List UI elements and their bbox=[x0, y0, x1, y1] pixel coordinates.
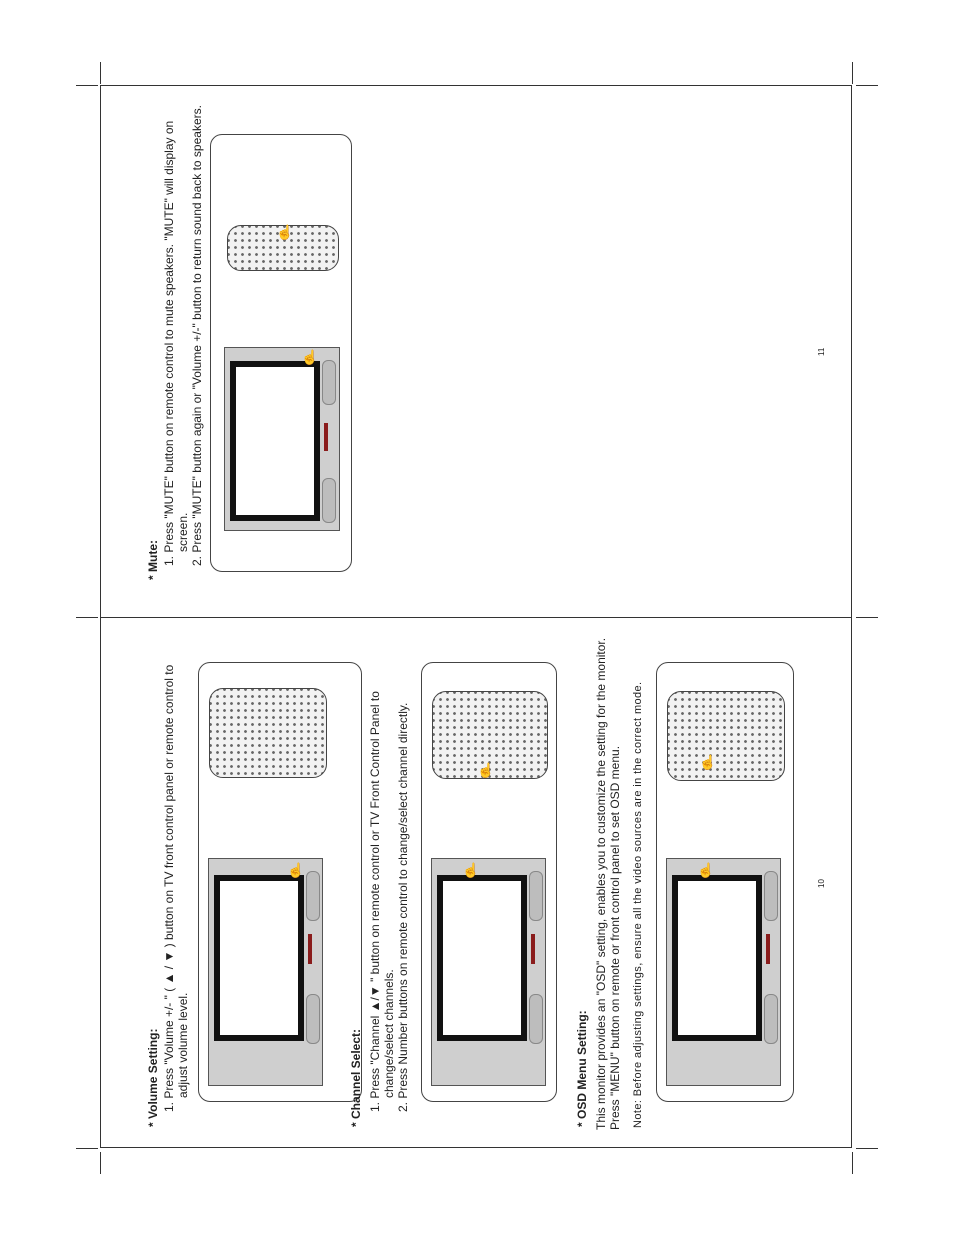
mute-title: * Mute: bbox=[146, 540, 160, 580]
channel-line-2: change/select channels. bbox=[382, 969, 396, 1098]
crop-mark bbox=[76, 85, 98, 86]
crop-mark bbox=[856, 1148, 878, 1149]
volume-title: * Volume Setting: bbox=[146, 1028, 160, 1127]
osd-note: Note: Before adjusting settings, ensure all the video sources are in the correct mode. bbox=[632, 681, 644, 1128]
crop-mark bbox=[852, 1152, 853, 1174]
crop-mark bbox=[856, 617, 878, 618]
channel-illustration bbox=[421, 662, 557, 1102]
pointing-hand-icon: ☝ bbox=[301, 349, 319, 365]
tv-monitor-icon bbox=[224, 347, 340, 531]
page-divider bbox=[100, 617, 852, 618]
osd-line-1: This monitor provides an "OSD" setting, enables you to customize the setting for the monitor. bbox=[594, 637, 608, 1130]
page-number-right: 11 bbox=[817, 347, 826, 356]
osd-title: * OSD Menu Setting: bbox=[575, 1010, 589, 1127]
pointing-hand-icon: ☝ bbox=[287, 862, 305, 878]
mute-line-2: screen. bbox=[176, 512, 190, 552]
mute-line-1: 1. Press "MUTE" button on remote control to mute speakers. "MUTE" will display on bbox=[162, 120, 176, 566]
crop-mark bbox=[856, 85, 878, 86]
crop-mark bbox=[100, 62, 101, 84]
mute-line-3: 2. Press "MUTE" button again or "Volume +/-" button to return sound back to speakers. bbox=[190, 105, 204, 566]
pointing-hand-icon: ☝ bbox=[462, 862, 480, 878]
volume-line-2: adjust volume level. bbox=[176, 992, 190, 1098]
volume-line-1: 1. Press "Volume +/- " ( ▲ / ▼ ) button on TV front control panel or remote control to bbox=[162, 664, 176, 1112]
volume-illustration bbox=[198, 662, 362, 1102]
pointing-hand-icon: ☝ bbox=[697, 862, 715, 878]
channel-title: * Channel Select: bbox=[349, 1028, 363, 1127]
crop-mark bbox=[852, 62, 853, 84]
crop-mark bbox=[76, 617, 98, 618]
osd-illustration bbox=[656, 662, 794, 1102]
pointing-hand-icon: ☝ bbox=[699, 754, 717, 770]
pointing-hand-icon: ☝ bbox=[477, 762, 495, 778]
tv-monitor-icon bbox=[431, 858, 546, 1086]
mute-illustration bbox=[210, 134, 352, 572]
crop-mark bbox=[100, 1152, 101, 1174]
channel-line-1: 1. Press "Channel ▲/▼ " button on remote control or TV Front Control Panel to bbox=[368, 691, 382, 1112]
remote-control-icon bbox=[209, 688, 327, 778]
osd-line-2: Press "MENU" button on remote or front control panel to set OSD menu. bbox=[608, 745, 622, 1130]
page-number-left: 10 bbox=[817, 879, 826, 888]
remote-control-icon bbox=[667, 691, 785, 781]
tv-monitor-icon bbox=[208, 858, 323, 1086]
tv-monitor-icon bbox=[666, 858, 781, 1086]
crop-mark bbox=[76, 1148, 98, 1149]
pointing-hand-icon: ☝ bbox=[276, 224, 294, 240]
channel-line-3: 2. Press Number buttons on remote control to change/select channel directly. bbox=[396, 702, 410, 1112]
